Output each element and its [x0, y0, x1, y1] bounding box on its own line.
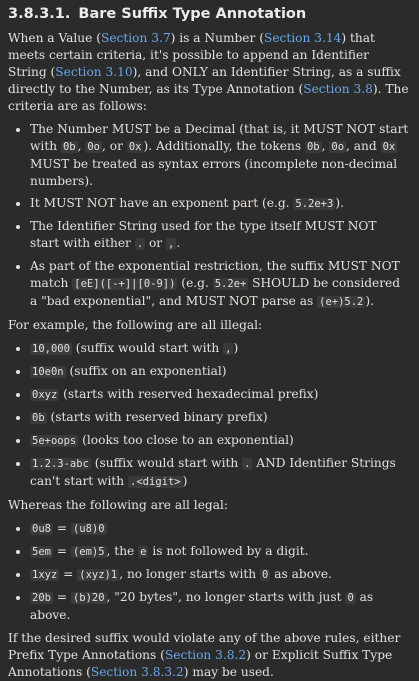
intro-text: ) that meets certain criteria, it's possible to append an Identifier String (	[8, 31, 375, 79]
item-text: (suffix would start with	[90, 456, 243, 470]
item-text: =	[52, 590, 71, 604]
link-section-3-7[interactable]: Section 3.7	[101, 31, 171, 45]
code-token: .	[136, 238, 144, 250]
item-text: The Identifier String used for the type itself MUST NOT start with either	[30, 219, 377, 250]
item-text: As part of the exponential restriction, the suffix MUST NOT match	[30, 259, 400, 290]
section-heading	[8, 4, 409, 24]
link-section-3-8-3-2[interactable]: Section 3.8.3.2	[90, 665, 184, 679]
criteria-list	[8, 121, 409, 311]
intro-text: When a Value (	[8, 31, 101, 45]
code-token: 20b	[32, 592, 51, 604]
intro-text: ). The criteria are as follows:	[8, 82, 409, 113]
item-text: (suffix on an exponential)	[65, 364, 227, 378]
legal-item	[30, 566, 409, 584]
item-text: (starts with reserved binary prefix)	[46, 410, 268, 424]
item-text: , no longer starts with	[119, 567, 261, 581]
code-token: 10e0n	[32, 366, 64, 378]
illegal-intro: For example, the following are all illegal:	[8, 318, 263, 332]
item-text: , the	[106, 544, 139, 558]
section-number: 3.8.3.1.	[8, 6, 71, 22]
criteria-item-exponent	[30, 195, 409, 213]
code-token: 0	[262, 569, 269, 581]
code-token: 0b	[32, 412, 45, 424]
link-section-3-14[interactable]: Section 3.14	[263, 31, 342, 45]
code-token: (em)5	[72, 546, 105, 558]
code-token: 1xyz	[32, 569, 58, 581]
item-text: (looks too close to an exponential)	[78, 433, 294, 447]
code-token: 0x	[128, 141, 142, 153]
code-token: 0x	[382, 141, 396, 153]
legal-item	[30, 543, 409, 561]
item-text: is not followed by a digit.	[148, 544, 309, 558]
code-token: 0u8	[32, 523, 51, 535]
code-token: (xyz)1	[79, 569, 118, 581]
code-token: 1.2.3-abc	[32, 458, 89, 470]
item-text: ).	[365, 294, 375, 308]
item-text: (suffix would start with	[71, 341, 224, 355]
illegal-item	[30, 455, 409, 491]
item-text: .	[176, 236, 181, 250]
code-token: ,	[168, 238, 175, 250]
link-section-3-8[interactable]: Section 3.8	[303, 82, 373, 96]
intro-text: ) is a Number (	[170, 31, 264, 45]
item-text: , or	[102, 139, 127, 153]
item-text: )	[182, 474, 188, 488]
illegal-item	[30, 386, 409, 404]
item-text: as above.	[30, 590, 374, 622]
outro-paragraph	[8, 630, 409, 681]
item-text: ). Additionally, the tokens	[143, 139, 305, 153]
item-text: The Number MUST be a Decimal (that is, it MUST NOT start with	[30, 122, 409, 153]
item-text: , and	[346, 139, 381, 153]
item-text: (starts with reserved hexadecimal prefix)	[59, 387, 319, 401]
item-text: , "20 bytes", no longer starts with just	[106, 590, 346, 604]
criteria-item-suffix-match	[30, 258, 409, 311]
intro-paragraph	[8, 30, 409, 115]
illegal-list	[8, 340, 409, 491]
item-text: (e.g.	[177, 276, 213, 290]
code-token: 0xyz	[32, 389, 58, 401]
outro-text: If the desired suffix would violate any of the above rules, either Prefix Type Annotations (	[8, 631, 401, 662]
code-token: 0	[347, 592, 354, 604]
code-token: 0b	[62, 141, 76, 153]
code-token: e	[140, 546, 147, 558]
item-text: It MUST NOT have an exponent part (e.g.	[30, 196, 294, 210]
illegal-item	[30, 432, 409, 450]
code-token: 5.2e+	[214, 278, 247, 290]
item-text: or	[145, 236, 166, 250]
item-text: as above.	[270, 567, 333, 581]
item-text: AND Identifier Strings can't start with	[30, 456, 396, 488]
criteria-item-identifier	[30, 218, 409, 253]
item-text: SHOULD be considered a "bad exponential", and MUST NOT parse as	[30, 276, 401, 308]
code-token: 5.2e+3	[295, 198, 334, 210]
section-title: Bare Suffix Type Annotation	[78, 6, 307, 22]
link-section-3-10[interactable]: Section 3.10	[55, 65, 133, 79]
code-token: 5e+oops	[32, 435, 77, 447]
legal-list	[8, 520, 409, 624]
item-text: MUST be treated as syntax errors (incomplete non-decimal numbers).	[30, 157, 398, 188]
code-token: [eE]([-+]|[0-9])	[74, 278, 176, 290]
outro-text: ) or Explicit Suffix Type Annotations (	[8, 648, 393, 679]
code-token: (e+)5.2	[319, 296, 364, 308]
code-token: 10,000	[32, 343, 70, 355]
item-text: ,	[321, 139, 330, 153]
item-text: =	[59, 567, 78, 581]
item-text: =	[52, 521, 71, 535]
code-token: (u8)0	[72, 523, 105, 535]
code-token: .	[244, 458, 251, 470]
code-token: 0b	[306, 141, 320, 153]
item-text: ,	[77, 139, 86, 153]
illegal-item	[30, 363, 409, 381]
code-token: 5em	[32, 546, 51, 558]
legal-item	[30, 589, 409, 624]
illegal-item	[30, 340, 409, 358]
intro-text: ), and ONLY an Identifier String, as a suffix directly to the Number, as its Type Annotation (	[8, 65, 401, 96]
link-section-3-8-2[interactable]: Section 3.8.2	[164, 648, 247, 662]
legal-intro: Whereas the following are all legal:	[8, 498, 228, 512]
code-token: 0o	[87, 141, 101, 153]
legal-item	[30, 520, 409, 538]
code-token: (b)20	[72, 592, 105, 604]
outro-text: ) may be used.	[183, 665, 274, 679]
item-text: )	[233, 341, 239, 355]
criteria-item-decimal	[30, 121, 409, 190]
code-token: 0o	[331, 141, 345, 153]
item-text: ).	[335, 196, 344, 210]
item-text: =	[52, 544, 71, 558]
code-token: ,	[225, 343, 232, 355]
illegal-item	[30, 409, 409, 427]
code-token: .<digit>	[130, 476, 181, 488]
